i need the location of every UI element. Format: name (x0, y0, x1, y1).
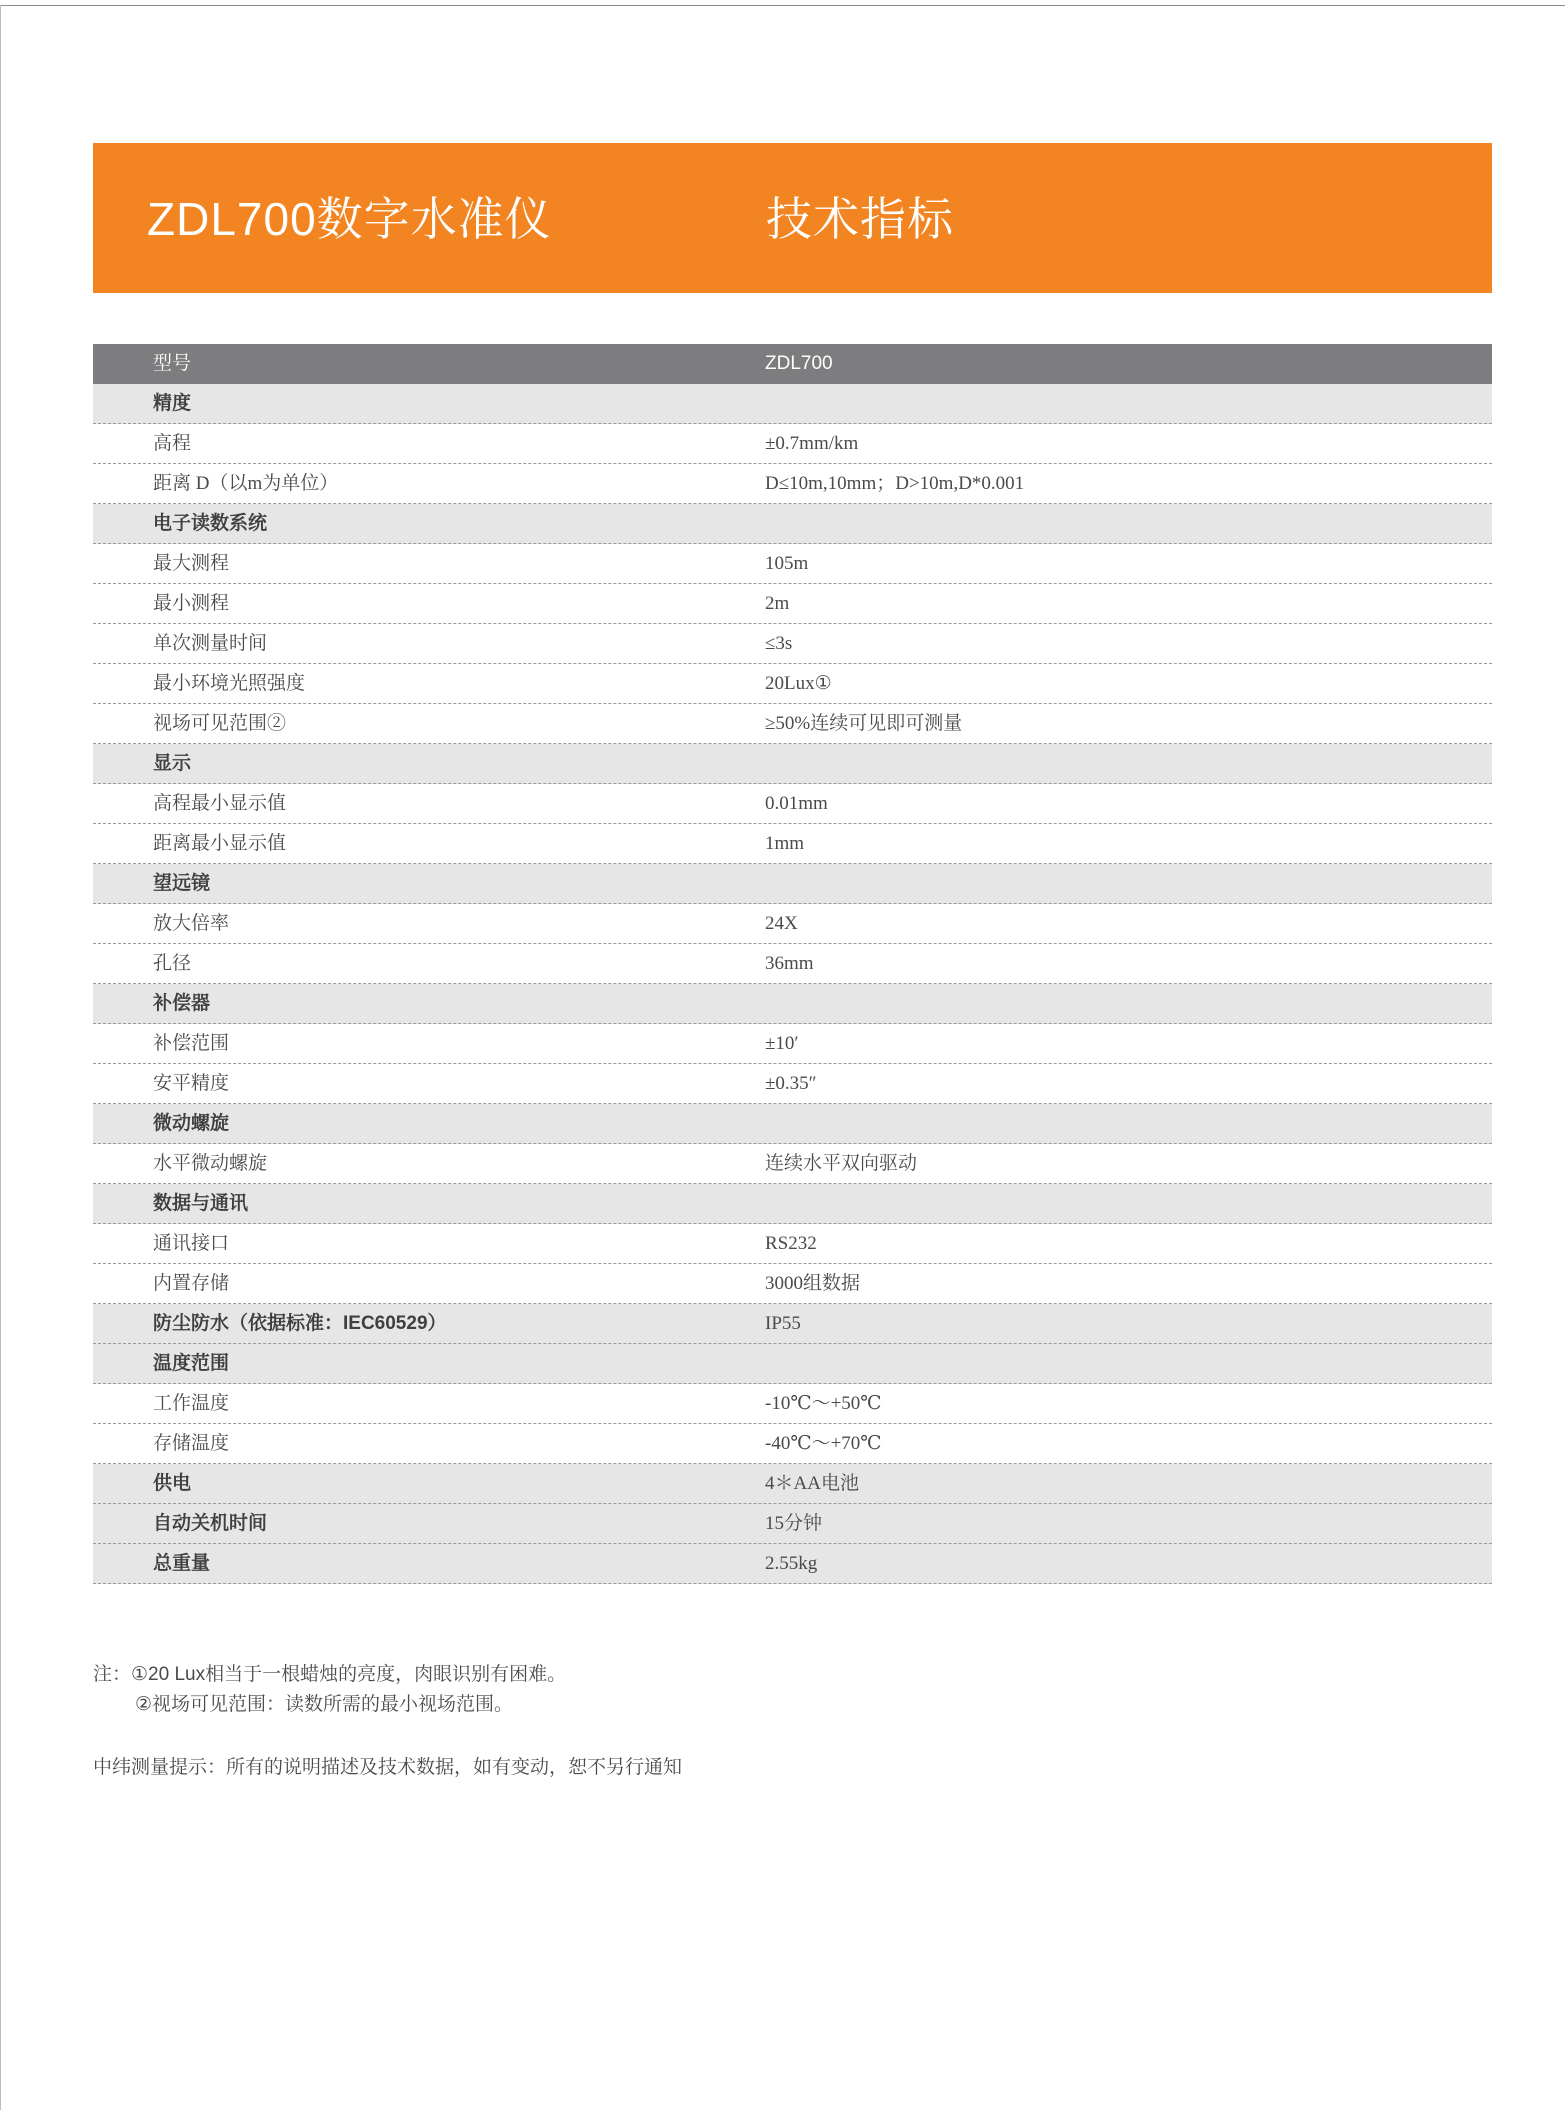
row-label: 最大测程 (153, 553, 230, 574)
table-row (93, 1064, 1492, 1104)
footnotes (93, 1660, 566, 1720)
row-label: 显示 (153, 753, 192, 774)
row-label: 电子读数系统 (153, 513, 268, 534)
row-label: 补偿器 (153, 993, 211, 1014)
row-value: 2.55kg (765, 1553, 818, 1574)
row-value: 连续水平双向驱动 (765, 1153, 918, 1174)
table-body (93, 384, 1492, 1584)
table-section-row (93, 384, 1492, 424)
table-row (93, 624, 1492, 664)
row-value: 3000组数据 (765, 1273, 861, 1294)
row-label: 温度范围 (153, 1353, 230, 1374)
table-row (93, 1264, 1492, 1304)
table-section-row (93, 1184, 1492, 1224)
row-label: 内置存储 (153, 1273, 230, 1294)
row-value: ≤3s (765, 633, 793, 654)
spec-table (93, 344, 1492, 1584)
row-label: 放大倍率 (153, 913, 230, 934)
row-label: 供电 (153, 1473, 192, 1494)
row-value: D≤10m,10mm；D>10m,D*0.001 (765, 473, 1025, 494)
row-label: 距离 D（以m为单位） (153, 473, 339, 494)
row-value: 0.01mm (765, 793, 828, 814)
row-label: 防尘防水（依据标准：IEC60529） (153, 1313, 447, 1334)
row-label: 孔径 (153, 953, 192, 974)
table-row (93, 784, 1492, 824)
row-label: 视场可见范围② (153, 713, 287, 734)
table-section-row (93, 504, 1492, 544)
top-border-line (0, 5, 1565, 6)
row-label: 高程 (153, 433, 192, 454)
title-banner (93, 143, 1492, 293)
row-value: 15分钟 (765, 1513, 823, 1534)
table-row (93, 1424, 1492, 1464)
row-label: 工作温度 (153, 1393, 230, 1414)
table-header-row (93, 344, 1492, 384)
row-label: 水平微动螺旋 (153, 1153, 268, 1174)
row-value: -40℃～+70℃ (765, 1433, 882, 1454)
row-value: ≥50%连续可见即可测量 (765, 713, 963, 734)
table-section-row (93, 1344, 1492, 1384)
row-label: 存储温度 (153, 1433, 230, 1454)
row-value: 36mm (765, 953, 814, 974)
row-label: 安平精度 (153, 1073, 230, 1094)
header-value: ZDL700 (765, 353, 833, 374)
table-row (93, 1384, 1492, 1424)
table-section-row (93, 864, 1492, 904)
table-section-row (93, 1304, 1492, 1344)
row-label: 最小测程 (153, 593, 230, 614)
footnote-2: ②视场可见范围：读数所需的最小视场范围。 (135, 1694, 514, 1715)
table-row (93, 1024, 1492, 1064)
row-value: 2m (765, 593, 790, 614)
row-value: ±10′ (765, 1033, 799, 1054)
table-section-row (93, 1104, 1492, 1144)
row-label: 望远镜 (153, 873, 211, 894)
row-value: 20Lux① (765, 673, 832, 694)
table-row (93, 944, 1492, 984)
table-section-row (93, 1504, 1492, 1544)
table-row (93, 464, 1492, 504)
row-value: 105m (765, 553, 809, 574)
table-row (93, 584, 1492, 624)
row-label: 数据与通讯 (153, 1193, 249, 1214)
table-row (93, 424, 1492, 464)
row-value: 1mm (765, 833, 805, 854)
table-row (93, 904, 1492, 944)
row-value: ±0.35″ (765, 1073, 817, 1094)
row-value: RS232 (765, 1233, 817, 1254)
left-border-line (0, 5, 1, 2110)
section-title: 技术指标 (766, 193, 954, 245)
row-label: 总重量 (153, 1553, 211, 1574)
row-value: -10℃～+50℃ (765, 1393, 882, 1414)
product-title: ZDL700数字水准仪 (147, 193, 552, 245)
table-row (93, 1224, 1492, 1264)
row-value: 4＊AA电池 (765, 1473, 859, 1494)
row-label: 最小环境光照强度 (153, 673, 306, 694)
row-label: 补偿范围 (153, 1033, 230, 1054)
table-row (93, 544, 1492, 584)
row-label: 自动关机时间 (153, 1513, 268, 1534)
row-label: 通讯接口 (153, 1233, 230, 1254)
disclaimer: 中纬测量提示：所有的说明描述及技术数据，如有变动，恕不另行通知 (93, 1757, 683, 1778)
row-label: 精度 (153, 393, 192, 414)
table-section-row (93, 1544, 1492, 1584)
row-label: 微动螺旋 (153, 1113, 230, 1134)
row-value: ±0.7mm/km (765, 433, 859, 454)
row-label: 单次测量时间 (153, 633, 268, 654)
row-value: 24X (765, 913, 798, 934)
table-row (93, 704, 1492, 744)
row-value: IP55 (765, 1313, 801, 1334)
header-label: 型号 (153, 353, 192, 374)
table-section-row (93, 1464, 1492, 1504)
table-section-row (93, 984, 1492, 1024)
table-row (93, 824, 1492, 864)
footnote-1: 注：①20 Lux相当于一根蜡烛的亮度，肉眼识别有困难。 (93, 1664, 567, 1685)
row-label: 高程最小显示值 (153, 793, 287, 814)
table-section-row (93, 744, 1492, 784)
table-row (93, 664, 1492, 704)
row-label: 距离最小显示值 (153, 833, 287, 854)
table-row (93, 1144, 1492, 1184)
